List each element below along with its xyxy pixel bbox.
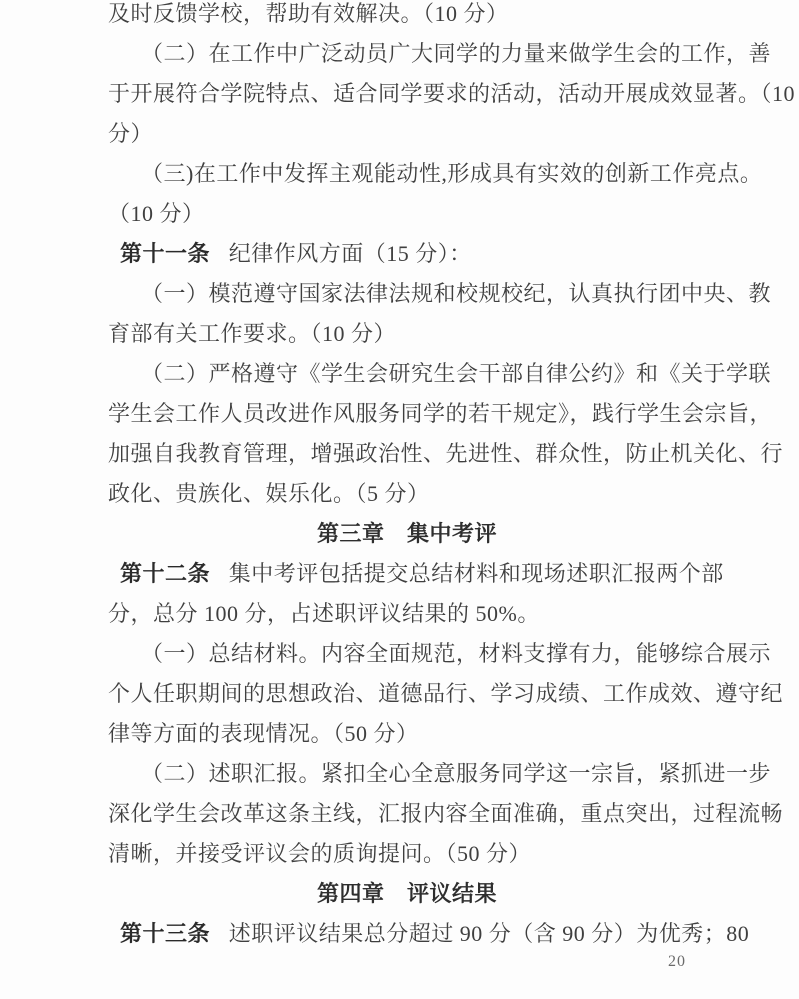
text-line: 学生会工作人员改进作风服务同学的若干规定》，践行学生会宗旨， [108, 401, 773, 426]
article-number: 第十一条 [120, 241, 211, 266]
text-line: 育部有关工作要求。（10 分） [108, 321, 397, 346]
text-line: 律等方面的表现情况。（50 分） [108, 721, 419, 746]
text-line: 及时反馈学校，帮助有效解决。（10 分） [108, 1, 509, 26]
article-line [108, 554, 724, 594]
text-line: 分，总分 100 分，占述职评议结果的 50%。 [108, 601, 540, 626]
text-line: （二）严格遵守《学生会研究生会干部自律公约》和《关于学联 [141, 361, 772, 386]
article-number: 第十二条 [120, 561, 211, 586]
text-line: （10 分） [108, 201, 205, 226]
article-text: 述职评议结果总分超过 90 分（含 90 分）为优秀；80 [228, 921, 750, 946]
text-line: 分） [108, 121, 154, 146]
text-line: （二）在工作中广泛动员广大同学的力量来做学生会的工作，善 [141, 41, 772, 66]
text-line: （一）模范遵守国家法律法规和校规校纪，认真执行团中央、教 [141, 281, 772, 306]
text-line: 个人任职期间的思想政治、道德品行、学习成绩、工作成效、遵守纪 [108, 681, 784, 706]
article-text: 集中考评包括提交总结材料和现场述职汇报两个部 [228, 561, 724, 586]
page-number: 20 [668, 953, 686, 970]
text-line: （三)在工作中发挥主观能动性,形成具有实效的创新工作亮点。 [141, 161, 763, 186]
chapter-heading: 第三章 集中考评 [316, 521, 497, 546]
article-line [108, 914, 750, 954]
article-line [108, 234, 692, 274]
text-line: （一）总结材料。内容全面规范，材料支撑有力，能够综合展示 [141, 641, 772, 666]
text-line: 于开展符合学院特点、适合同学要求的活动，活动开展成效显著。（10 [108, 81, 796, 106]
text-line: 政化、贵族化、娱乐化。（5 分） [108, 481, 430, 506]
text-line: 深化学生会改革这条主线，汇报内容全面准确，重点突出，过程流畅 [108, 801, 784, 826]
document-text-block [108, 0, 796, 954]
text-line: （二）述职汇报。紧扣全心全意服务同学这一宗旨，紧抓进一步 [141, 761, 772, 786]
article-text: 纪律作风方面（15 分）： [228, 241, 472, 266]
article-number: 第十三条 [120, 921, 211, 946]
text-line: 清晰，并接受评议会的质询提问。（50 分） [108, 841, 532, 866]
text-line: 加强自我教育管理，增强政治性、先进性、群众性，防止机关化、行 [108, 441, 784, 466]
chapter-heading: 第四章 评议结果 [316, 881, 497, 906]
